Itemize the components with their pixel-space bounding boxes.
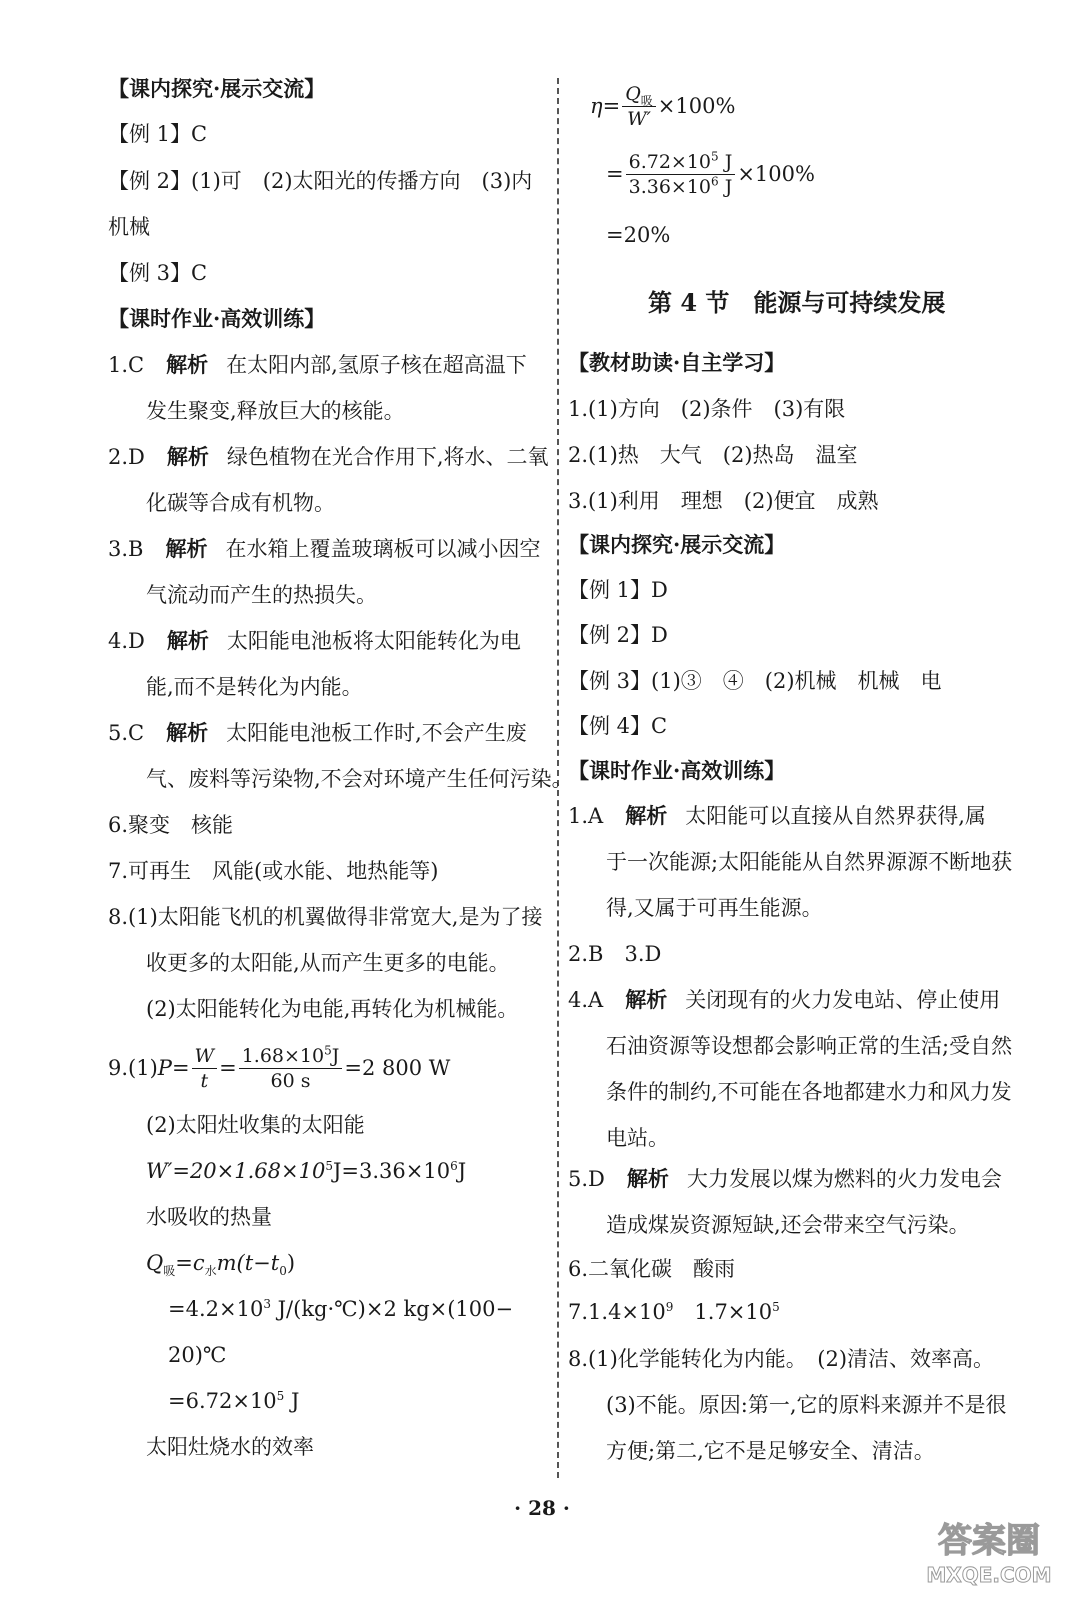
analysis-text: 绿色植物在光合作用下,将水、二氧: [226, 445, 549, 469]
example-1-answer: 【例 1】D: [568, 578, 668, 602]
question-8-cont: 收更多的太阳能,从而产生更多的电能。: [146, 951, 510, 975]
solar-energy-equation: $W'=20\times 1.68\times 10^5J=3.36\times 10^6J$: [146, 1159, 467, 1183]
question-8-part-3: (3)不能。原因:第一,它的原料来源并不是很: [606, 1393, 1007, 1417]
analysis-text: 太阳能电池板将太阳能转化为电: [226, 629, 521, 653]
efficiency-result: =20%: [606, 223, 671, 247]
answer-number: 1.A: [568, 804, 604, 828]
question-4-cont: 能,而不是转化为内能。: [146, 675, 363, 699]
question-8: 8.(1)化学能转化为内能。 (2)清洁、效率高。: [568, 1347, 995, 1371]
question-3: [108, 535, 540, 563]
example-2-answer: 【例 2】D: [568, 623, 668, 647]
analysis-label: 解析: [625, 987, 668, 1012]
question-4: [568, 986, 1000, 1014]
answer-number: 4.D: [108, 629, 145, 653]
question-6: 6.聚变 核能: [108, 813, 234, 837]
analysis-label: 解析: [166, 720, 209, 745]
question-3-cont: 气流动而产生的热损失。: [146, 583, 377, 607]
example-4-answer: 【例 4】C: [568, 714, 668, 738]
fraction: $\frac{W}{t}$: [192, 1044, 218, 1093]
section-header: 【教材助读·自主学习】: [568, 350, 786, 375]
efficiency-calc: = $\frac{6.72\times 10^5 J}{3.36\times 10^6 J}$ ×100%: [606, 149, 815, 198]
section-header: 【课时作业·高效训练】: [108, 306, 326, 331]
heat-formula: $Q_吸=c_水m(t-t_0)$: [146, 1251, 296, 1279]
section-header: 【课内探究·展示交流】: [568, 532, 786, 557]
page-number: · 28 ·: [514, 1496, 570, 1520]
heat-calc: $=4.2\times 10^3$ J/(kg·℃)×2 kg×(100−: [168, 1297, 514, 1321]
question-1-cont: 得,又属于可再生能源。: [606, 896, 823, 920]
analysis-text: 大力发展以煤为燃料的火力发电会: [686, 1167, 1002, 1191]
heat-calc-cont: 20)℃: [168, 1343, 227, 1367]
question-5: [108, 719, 527, 747]
example-3-answer: 【例 3】C: [108, 261, 208, 285]
section-header: 【课内探究·展示交流】: [108, 76, 326, 101]
analysis-text: 太阳能电池板工作时,不会产生废: [226, 721, 527, 745]
analysis-label: 解析: [165, 536, 208, 561]
question-8: 8.(1)太阳能飞机的机翼做得非常宽大,是为了接: [108, 905, 543, 929]
watermark-subtext: MXQE.COM: [926, 1563, 1052, 1587]
watermark-text: 答案圈: [938, 1521, 1040, 1561]
analysis-label: 解析: [166, 444, 209, 469]
efficiency-formula: η = $\frac{Q_吸}{W'}$ ×100%: [590, 82, 736, 130]
question-7: 7.可再生 风能(或水能、地热能等): [108, 859, 439, 883]
analysis-text: 在水箱上覆盖玻璃板可以减小因空: [225, 537, 541, 561]
question-5-cont: 造成煤炭资源短缺,还会带来空气污染。: [606, 1213, 970, 1237]
fraction: $\frac{1.68\times 10^5J}{60 s}$: [239, 1044, 343, 1093]
question-7: $7.1.4\times 10^9$ $1.7\times 10^5$: [568, 1300, 780, 1324]
example-1-answer: 【例 1】C: [108, 122, 208, 146]
question-4-cont: 电站。: [606, 1126, 669, 1150]
section-title: 第 4 节 能源与可持续发展: [648, 288, 946, 317]
self-study-3: 3.(1)利用 理想 (2)便宜 成熟: [568, 489, 879, 513]
fraction: $\frac{Q_吸}{W'}$: [622, 82, 656, 131]
analysis-text: 太阳能可以直接从自然界获得,属: [685, 804, 986, 828]
analysis-label: 解析: [166, 628, 209, 653]
question-8-cont: 方便;第二,它不是足够安全、清洁。: [606, 1439, 935, 1463]
self-study-1: 1.(1)方向 (2)条件 (3)有限: [568, 397, 846, 421]
question-1-cont: 发生聚变,释放巨大的核能。: [146, 399, 405, 423]
heat-result: $=6.72\times 10^5$ J: [168, 1389, 300, 1413]
question-9-part-2: (2)太阳灶收集的太阳能: [146, 1113, 365, 1137]
analysis-label: 解析: [166, 352, 209, 377]
analysis-text: 关闭现有的火力发电站、停止使用: [685, 988, 1001, 1012]
question-2-cont: 化碳等合成有机物。: [146, 491, 335, 515]
example-2-answer: 【例 2】(1)可 (2)太阳光的传播方向 (3)内: [108, 169, 533, 193]
analysis-text: 在太阳内部,氢原子核在超高温下: [226, 353, 527, 377]
question-1: [108, 351, 527, 379]
fraction: $\frac{6.72\times 10^5 J}{3.36\times 10^6 J}$: [626, 150, 736, 199]
self-study-2: 2.(1)热 大气 (2)热岛 温室: [568, 443, 858, 467]
answer-number: 5.C: [108, 721, 145, 745]
example-3-answer: 【例 3】(1)③ ④ (2)机械 机械 电: [568, 669, 942, 693]
answer-number: 2.D: [108, 445, 145, 469]
answer-number: 5.D: [568, 1167, 605, 1191]
example-2-answer-cont: 机械: [108, 215, 150, 239]
question-8-part-2: (2)太阳能转化为电能,再转化为机械能。: [146, 997, 519, 1021]
analysis-label: 解析: [626, 1166, 669, 1191]
efficiency-label: 太阳灶烧水的效率: [146, 1435, 314, 1459]
question-4: [108, 627, 521, 655]
question-5-cont: 气、废料等污染物,不会对环境产生任何污染。: [146, 767, 573, 791]
questions-2-3: 2.B 3.D: [568, 942, 662, 966]
answer-number: 4.A: [568, 988, 604, 1012]
section-header: 【课时作业·高效训练】: [568, 758, 786, 783]
answer-number: 3.B: [108, 537, 144, 561]
answer-number: 1.C: [108, 353, 145, 377]
question-4-cont: 条件的制约,不可能在各地都建水力和风力发: [606, 1080, 1012, 1104]
analysis-label: 解析: [625, 803, 668, 828]
question-9-power-formula: 9.(1) P = $\frac{W}{t}$ = $\frac{1.68\times 10^5J}{60 s}$ =2 800 W: [108, 1043, 451, 1092]
question-4-cont: 石油资源等设想都会影响正常的生活;受自然: [606, 1034, 1013, 1058]
question-5: [568, 1165, 1002, 1193]
question-6: 6.二氧化碳 酸雨: [568, 1257, 736, 1281]
question-1-cont: 于一次能源;太阳能能从自然界源源不断地获: [606, 850, 1013, 874]
question-1: [568, 802, 986, 830]
heat-absorbed-label: 水吸收的热量: [146, 1205, 272, 1229]
watermark-logo: [914, 1510, 1064, 1590]
question-2: [108, 443, 549, 471]
